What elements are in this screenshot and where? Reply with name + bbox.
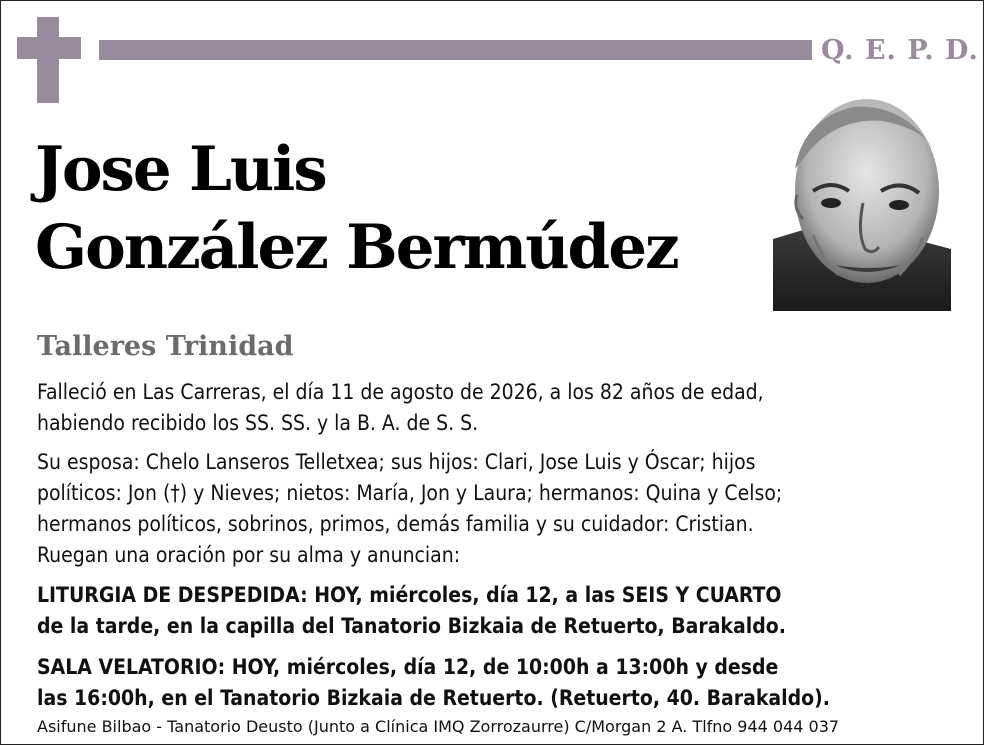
text-line: de la tarde, en la capilla del Tanatorio Bizkaia de Retuerto, Barakaldo.	[37, 614, 786, 638]
text-line: SALA VELATORIO: HOY, miércoles, día 12, de 10:00h a 13:00h y desde	[37, 655, 779, 679]
liturgy-paragraph	[37, 580, 967, 642]
text-line: habiendo recibido los SS. SS. y la B. A. de S. S.	[37, 411, 479, 435]
death-notice-paragraph	[37, 377, 967, 439]
name-line-2: González Bermúdez	[35, 212, 678, 283]
header-rule	[99, 40, 812, 60]
deceased-name	[35, 131, 678, 287]
name-line-1: Jose Luis	[35, 134, 326, 205]
subtitle-workplace: Talleres Trinidad	[37, 331, 294, 362]
qepd-label: Q. E. P. D.	[821, 35, 979, 66]
family-paragraph	[37, 447, 967, 571]
text-line: LITURGIA DE DESPEDIDA: HOY, miércoles, día 12, a las SEIS Y CUARTO	[37, 583, 782, 607]
cross-icon	[17, 17, 81, 103]
funeral-home-footer: Asifune Bilbao - Tanatorio Deusto (Junto a Clínica IMQ Zorrozaurre) C/Morgan 2 A. Tlfno 944 044 037	[37, 717, 840, 736]
text-line: Ruegan una oración por su alma y anuncian:	[37, 543, 461, 567]
text-line: las 16:00h, en el Tanatorio Bizkaia de Retuerto. (Retuerto, 40. Barakaldo).	[37, 686, 830, 710]
text-line: políticos: Jon (†) y Nieves; nietos: María, Jon y Laura; hermanos: Quina y Celso;	[37, 481, 783, 505]
portrait-photo	[773, 99, 951, 311]
wake-paragraph	[37, 652, 967, 714]
text-line: Su esposa: Chelo Lanseros Telletxea; sus hijos: Clari, Jose Luis y Óscar; hijos	[37, 450, 756, 474]
text-line: Falleció en Las Carreras, el día 11 de agosto de 2026, a los 82 años de edad,	[37, 380, 764, 404]
text-line: hermanos políticos, sobrinos, primos, demás familia y su cuidador: Cristian.	[37, 512, 754, 536]
